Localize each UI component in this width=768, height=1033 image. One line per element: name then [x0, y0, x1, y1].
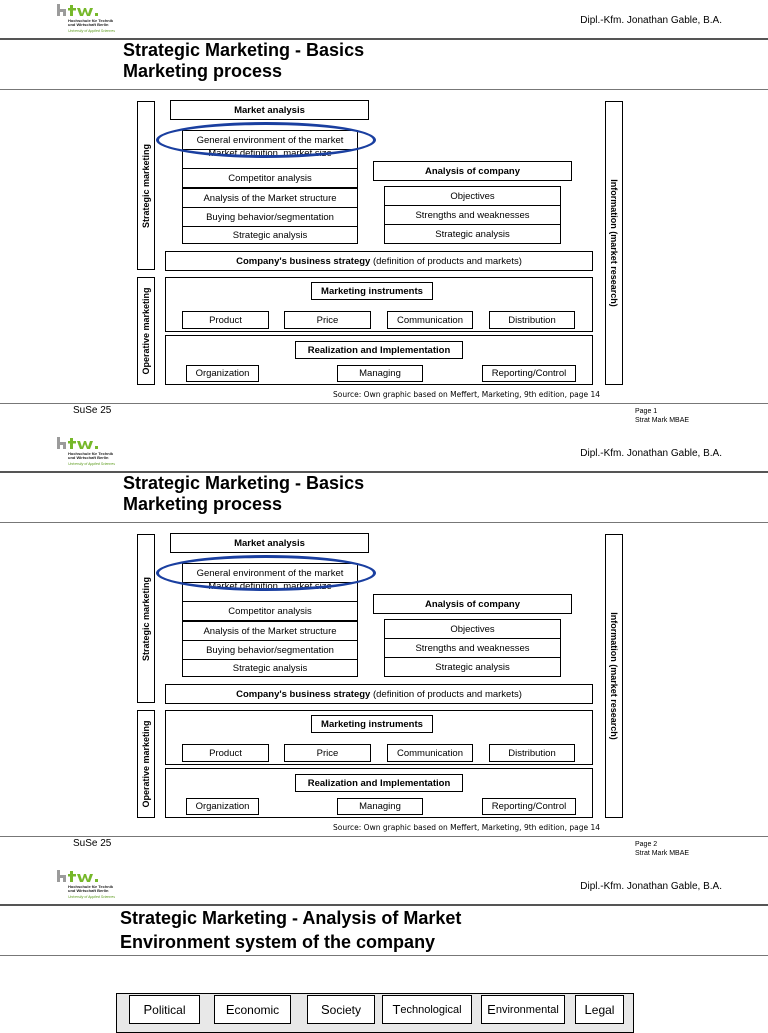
market-item-2: Competitor analysis: [182, 168, 358, 188]
pestel-economic: E conomic: [214, 995, 291, 1024]
instruments-title: Marketing instruments: [311, 282, 433, 300]
logo-subtitle: University of Applied Sciences: [68, 29, 115, 33]
htw-logo: [55, 869, 135, 901]
market-item-1: Market definition, market size: [182, 149, 358, 169]
instrument-distribution: Distribution: [489, 744, 575, 762]
slide-title-line-1: Strategic Marketing - Basics: [123, 40, 365, 60]
realization-organization: Organization: [186, 365, 259, 382]
realization-managing: Managing: [337, 798, 423, 815]
slide-title-line-1: Strategic Marketing - Analysis of Market: [120, 908, 462, 928]
realization-reporting: Reporting/Control: [482, 798, 576, 815]
strategic-marketing-label: Strategic marketing: [137, 534, 155, 703]
header-divider: [0, 471, 768, 473]
pestel-legal: L egal: [575, 995, 624, 1024]
realization-organization: Organization: [186, 798, 259, 815]
market-item-0: General environment of the market: [182, 130, 358, 150]
realization-reporting: Reporting/Control: [482, 365, 576, 382]
instrument-communication: Communication: [387, 311, 473, 329]
company-analysis-title: Analysis of company: [373, 161, 572, 181]
company-item-2: Strategic analysis: [384, 224, 561, 244]
instrument-product: Product: [182, 744, 269, 762]
logo-subtitle: University of Applied Sciences: [68, 462, 115, 466]
market-item-5: Strategic analysis: [182, 659, 358, 677]
business-strategy-bold: Company's business strategy: [236, 688, 371, 700]
company-item-1: Strengths and weaknesses: [384, 638, 561, 658]
market-item-3: Analysis of the Market structure: [182, 621, 358, 641]
logo-line-1: Hochschule für Technik: [68, 18, 114, 23]
logo-line-2: und Wirtschaft Berlin: [68, 455, 109, 460]
header-divider: [0, 38, 768, 40]
market-item-2: Competitor analysis: [182, 601, 358, 621]
company-item-2: Strategic analysis: [384, 657, 561, 677]
business-strategy: [165, 251, 593, 271]
market-item-3: Analysis of the Market structure: [182, 188, 358, 208]
realization-title: Realization and Implementation: [295, 774, 463, 792]
title-divider: [0, 522, 768, 523]
author-name: Dipl.-Kfm. Jonathan Gable, B.A.: [580, 448, 722, 459]
pestel-political: P olitical: [129, 995, 200, 1024]
information-label: Information (market research): [605, 101, 623, 385]
logo-line-1: Hochschule für Technik: [68, 884, 114, 889]
business-strategy: [165, 684, 593, 704]
author-name: Dipl.-Kfm. Jonathan Gable, B.A.: [580, 881, 722, 892]
title-divider: [0, 955, 768, 956]
slide-title: [123, 40, 364, 82]
instrument-price: Price: [284, 311, 371, 329]
market-item-1: Market definition, market size: [182, 582, 358, 602]
business-strategy-rest: (definition of products and markets): [370, 255, 522, 267]
page-number: Page 1 Strat Mark MBAE: [635, 408, 690, 424]
company-analysis-title: Analysis of company: [373, 594, 572, 614]
footer-divider: [0, 403, 768, 404]
realization-title: Realization and Implementation: [295, 341, 463, 359]
pestel-technological: T echnological: [382, 995, 472, 1024]
slide-2: [0, 433, 768, 866]
logo-line-2: und Wirtschaft Berlin: [68, 22, 109, 27]
instrument-communication: Communication: [387, 744, 473, 762]
market-item-4: Buying behavior/segmentation: [182, 640, 358, 660]
htw-logo-icon: [55, 3, 103, 17]
author-name: Dipl.-Kfm. Jonathan Gable, B.A.: [580, 15, 722, 26]
pestel-society: S ociety: [307, 995, 375, 1024]
source-note: Source: Own graphic based on Meffert, Marketing, 9th edition, page 14: [333, 390, 601, 399]
htw-logo: [55, 436, 135, 468]
realization-managing: Managing: [337, 365, 423, 382]
slide-title-line-2: Environment system of the company: [120, 932, 436, 952]
page-number: Page 2 Strat Mark MBAE: [635, 841, 690, 857]
market-item-0: General environment of the market: [182, 563, 358, 583]
highlight-ellipse: [156, 555, 376, 591]
term-label: SuSe 25: [73, 838, 112, 849]
business-strategy-rest: (definition of products and markets): [370, 688, 522, 700]
logo-line-2: und Wirtschaft Berlin: [68, 888, 109, 893]
instrument-price: Price: [284, 744, 371, 762]
highlight-ellipse: [156, 122, 376, 158]
footer-divider: [0, 836, 768, 837]
operative-marketing-label: Operative marketing: [137, 277, 155, 385]
market-analysis-title: Market analysis: [170, 533, 369, 553]
logo-line-1: Hochschule für Technik: [68, 451, 114, 456]
instrument-product: Product: [182, 311, 269, 329]
slide-1: [0, 0, 768, 433]
company-item-0: Objectives: [384, 619, 561, 639]
instrument-distribution: Distribution: [489, 311, 575, 329]
htw-logo-icon: [55, 869, 103, 883]
business-strategy-bold: Company's business strategy: [236, 255, 371, 267]
pestel-environmental: E nvironmental: [481, 995, 565, 1024]
term-label: SuSe 25: [73, 405, 112, 416]
logo-subtitle: University of Applied Sciences: [68, 895, 115, 899]
title-divider: [0, 89, 768, 90]
instruments-title: Marketing instruments: [311, 715, 433, 733]
information-label: Information (market research): [605, 534, 623, 818]
strategic-marketing-label: Strategic marketing: [137, 101, 155, 270]
slide-title-line-2: Marketing process: [123, 61, 283, 81]
market-item-4: Buying behavior/segmentation: [182, 207, 358, 227]
slide-title-line-2: Marketing process: [123, 494, 283, 514]
market-item-5: Strategic analysis: [182, 226, 358, 244]
slide-title: [120, 906, 461, 954]
htw-logo: [55, 3, 135, 35]
slide-title-line-1: Strategic Marketing - Basics: [123, 473, 365, 493]
market-analysis-title: Market analysis: [170, 100, 369, 120]
company-item-1: Strengths and weaknesses: [384, 205, 561, 225]
slide-title: [123, 473, 364, 515]
source-note: Source: Own graphic based on Meffert, Marketing, 9th edition, page 14: [333, 823, 601, 832]
company-item-0: Objectives: [384, 186, 561, 206]
htw-logo-icon: [55, 436, 103, 450]
operative-marketing-label: Operative marketing: [137, 710, 155, 818]
